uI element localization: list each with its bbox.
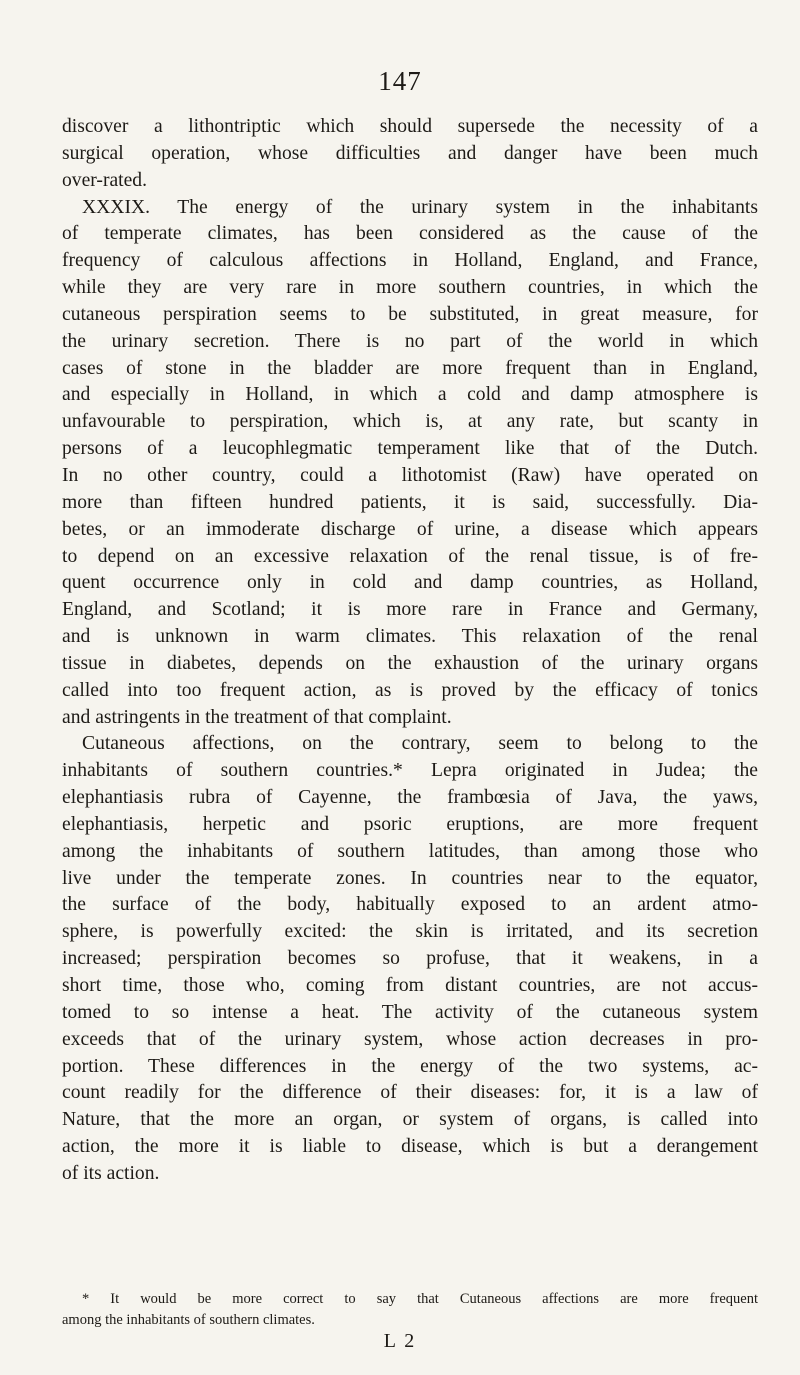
text-line: the surface of the body, habitually exposed to an ardent atmo- xyxy=(62,894,758,916)
text-line: portion. These differences in the energy of the two systems, ac- xyxy=(62,1055,758,1077)
text-line: elephantiasis rubra of Cayenne, the frambœsia of Java, the yaws, xyxy=(62,787,758,809)
text-line: the urinary secretion. There is no part of the world in which xyxy=(62,330,758,352)
text-line: frequency of calculous affections in Holland, England, and France, xyxy=(62,250,758,272)
text-line: and is unknown in warm climates. This relaxation of the renal xyxy=(62,626,758,648)
text-line: short time, those who, coming from distant countries, are not accus- xyxy=(62,975,758,996)
text-line: tissue in diabetes, depends on the exhaustion of the urinary organs xyxy=(62,652,758,674)
text-line: tomed to so intense a heat. The activity of the cutaneous system xyxy=(62,1001,758,1023)
text-line: to depend on an excessive relaxation of the renal tissue, is of fre- xyxy=(62,545,758,567)
footnote-line: * It would be more correct to say that Cutaneous affections are more frequent xyxy=(82,1291,758,1307)
text-line: In no other country, could a lithotomist (Raw) have operated on xyxy=(62,464,758,486)
text-line: among the inhabitants of southern latitudes, than among those who xyxy=(62,840,758,862)
text-line: increased; perspiration becomes so profuse, that it weakens, in a xyxy=(62,948,758,970)
text-line: Cutaneous affections, on the contrary, seem to belong to the xyxy=(82,733,758,755)
text-line: persons of a leucophlegmatic temperament like that of the Dutch. xyxy=(62,438,758,460)
text-line: discover a lithontriptic which should supersede the necessity of a xyxy=(62,116,758,137)
text-line: count readily for the difference of their diseases: for, it is a law of xyxy=(62,1082,758,1104)
text-line: of temperate climates, has been considered as the cause of the xyxy=(62,223,758,245)
text-line: and especially in Holland, in which a cold and damp atmosphere is xyxy=(62,384,758,406)
text-line: called into too frequent action, as is proved by the efficacy of tonics xyxy=(62,679,758,701)
text-line: exceeds that of the urinary system, whose action decreases in pro- xyxy=(62,1028,758,1050)
text-line: while they are very rare in more southern countries, in which the xyxy=(62,277,758,299)
text-line: action, the more it is liable to disease, which is but a derangement xyxy=(62,1136,758,1158)
text-line: and astringents in the treatment of that complaint. xyxy=(62,706,452,728)
page-number: 147 xyxy=(378,66,422,96)
text-line: Nature, that the more an organ, or system of organs, is called into xyxy=(62,1109,758,1131)
signature-mark: L 2 xyxy=(383,1330,417,1352)
text-line: of its action. xyxy=(62,1162,160,1184)
text-line: inhabitants of southern countries.* Lepra originated in Judea; the xyxy=(62,760,758,782)
text-line: cutaneous perspiration seems to be substituted, in great measure, for xyxy=(62,303,758,325)
text-line: over-rated. xyxy=(62,169,148,191)
text-line: surgical operation, whose difficulties and danger have been much xyxy=(62,142,758,164)
text-line: unfavourable to perspiration, which is, at any rate, but scanty in xyxy=(62,411,758,433)
text-line: more than fifteen hundred patients, it is said, successfully. Dia- xyxy=(62,491,758,513)
text-line: live under the temperate zones. In countries near to the equator, xyxy=(62,867,758,889)
text-line: XXXIX. The energy of the urinary system in the inhabitants xyxy=(82,196,758,218)
footnote-line: among the inhabitants of southern climates. xyxy=(62,1312,315,1328)
text-line: quent occurrence only in cold and damp countries, as Holland, xyxy=(62,572,758,594)
text-line: elephantiasis, herpetic and psoric eruptions, are more frequent xyxy=(62,813,758,835)
footnote xyxy=(62,1289,758,1331)
text-line: cases of stone in the bladder are more frequent than in England, xyxy=(62,357,758,379)
text-line: England, and Scotland; it is more rare in France and Germany, xyxy=(62,599,758,621)
body-text xyxy=(62,114,758,1188)
text-line: betes, or an immoderate discharge of urine, a disease which appears xyxy=(62,518,758,540)
text-line: sphere, is powerfully excited: the skin is irritated, and its secretion xyxy=(62,921,758,943)
